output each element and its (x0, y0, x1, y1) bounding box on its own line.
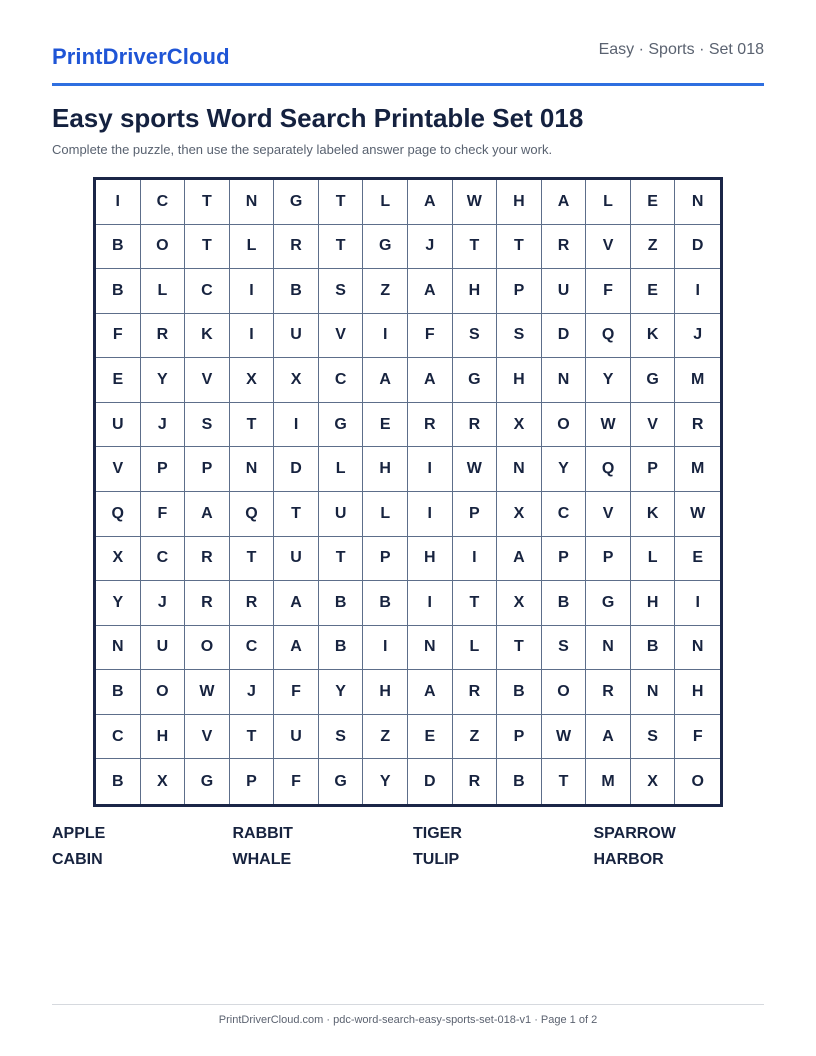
grid-cell: N (497, 447, 542, 492)
grid-cell: V (586, 225, 631, 270)
grid-cell: P (497, 269, 542, 314)
grid-cell: S (185, 403, 230, 448)
grid-cell: W (185, 670, 230, 715)
grid-cell: W (453, 447, 498, 492)
grid-cell: R (141, 314, 186, 359)
grid-cell: E (675, 537, 720, 582)
word-list-item: TULIP (413, 851, 460, 868)
grid-cell: D (408, 759, 453, 804)
grid-cell: E (631, 180, 676, 225)
grid-cell: B (497, 759, 542, 804)
grid-cell: L (363, 492, 408, 537)
grid-cell: U (274, 314, 319, 359)
grid-cell: S (497, 314, 542, 359)
grid-cell: O (141, 225, 186, 270)
header-divider (52, 83, 764, 86)
grid-cell: U (319, 492, 364, 537)
grid-cell: P (631, 447, 676, 492)
grid-cell: I (230, 269, 275, 314)
grid-cell: P (497, 715, 542, 760)
grid-cell: K (185, 314, 230, 359)
grid-cell: U (542, 269, 587, 314)
brand-logo: PrintDriverCloud (52, 44, 230, 69)
grid-cell: C (96, 715, 141, 760)
grid-cell: D (542, 314, 587, 359)
grid-cell: B (542, 581, 587, 626)
grid-cell: Y (542, 447, 587, 492)
grid-cell: P (185, 447, 230, 492)
grid-cell: R (453, 403, 498, 448)
grid-cell: S (453, 314, 498, 359)
grid-cell: S (319, 269, 364, 314)
grid-cell: T (230, 403, 275, 448)
grid-cell: C (319, 358, 364, 403)
grid-cell: L (141, 269, 186, 314)
grid-cell: N (408, 626, 453, 671)
grid-cell: E (96, 358, 141, 403)
grid-cell: V (96, 447, 141, 492)
grid-cell: N (542, 358, 587, 403)
grid-cell: U (141, 626, 186, 671)
grid-cell: F (141, 492, 186, 537)
grid-cell: V (319, 314, 364, 359)
word-search-grid (93, 177, 723, 807)
grid-cell: L (363, 180, 408, 225)
grid-cell: Y (96, 581, 141, 626)
grid-cell: G (363, 225, 408, 270)
grid-cell: B (319, 626, 364, 671)
grid-cell: T (185, 180, 230, 225)
grid-cell: K (631, 492, 676, 537)
grid-cell: E (408, 715, 453, 760)
grid-cell: W (453, 180, 498, 225)
grid-cell: X (274, 358, 319, 403)
grid-cell: C (141, 180, 186, 225)
grid-cell: T (230, 715, 275, 760)
grid-cell: T (497, 225, 542, 270)
word-list-item: WHALE (232, 851, 292, 868)
grid-cell: L (230, 225, 275, 270)
grid-cell: O (141, 670, 186, 715)
grid-cell: G (319, 403, 364, 448)
grid-cell: X (96, 537, 141, 582)
grid-cell: S (319, 715, 364, 760)
grid-cell: I (363, 314, 408, 359)
grid-cell: A (408, 670, 453, 715)
word-list-item: SPARROW (593, 825, 676, 842)
grid-cell: T (453, 581, 498, 626)
grid-cell: B (274, 269, 319, 314)
grid-cell: G (274, 180, 319, 225)
grid-cell: C (230, 626, 275, 671)
grid-cell: O (185, 626, 230, 671)
grid-cell: S (542, 626, 587, 671)
grid-cell: C (185, 269, 230, 314)
grid-cell: J (141, 581, 186, 626)
grid-cell: T (453, 225, 498, 270)
grid-cell: R (185, 581, 230, 626)
grid-cell: H (363, 670, 408, 715)
grid-cell: Q (96, 492, 141, 537)
grid-cell: J (141, 403, 186, 448)
grid-cell: R (675, 403, 720, 448)
grid-cell: L (586, 180, 631, 225)
grid-cell: Y (586, 358, 631, 403)
grid-cell: L (631, 537, 676, 582)
grid-cell: L (319, 447, 364, 492)
grid-cell: R (408, 403, 453, 448)
grid-cell: P (363, 537, 408, 582)
grid-cell: J (408, 225, 453, 270)
grid-cell: X (230, 358, 275, 403)
grid-cell: W (542, 715, 587, 760)
grid-cell: R (542, 225, 587, 270)
grid-cell: B (96, 670, 141, 715)
grid-cell: T (274, 492, 319, 537)
grid-cell: P (141, 447, 186, 492)
grid-cell: A (497, 537, 542, 582)
grid-cell: V (185, 358, 230, 403)
grid-cell: N (675, 626, 720, 671)
grid-cell: R (453, 670, 498, 715)
grid-cell: I (363, 626, 408, 671)
grid-cell: A (185, 492, 230, 537)
page-subtitle: Complete the puzzle, then use the separately labeled answer page to check your work. (52, 142, 553, 157)
grid-cell: B (631, 626, 676, 671)
grid-cell: Q (586, 447, 631, 492)
grid-cell: T (319, 225, 364, 270)
grid-cell: H (497, 180, 542, 225)
grid-cell: N (631, 670, 676, 715)
grid-cell: G (631, 358, 676, 403)
grid-cell: P (542, 537, 587, 582)
grid-cell: G (319, 759, 364, 804)
grid-cell: R (274, 225, 319, 270)
page-footer: PrintDriverCloud.com · pdc-word-search-easy-sports-set-018-v1 · Page 1 of 2 (218, 1014, 598, 1026)
grid-cell: H (363, 447, 408, 492)
grid-cell: G (185, 759, 230, 804)
grid-cell: I (408, 492, 453, 537)
grid-cell: N (675, 180, 720, 225)
grid-cell: U (274, 715, 319, 760)
grid-cell: T (230, 537, 275, 582)
grid-cell: F (586, 269, 631, 314)
grid-cell: A (408, 269, 453, 314)
grid-cell: A (542, 180, 587, 225)
grid-cell: I (274, 403, 319, 448)
grid-cell: O (542, 403, 587, 448)
grid-cell: I (408, 447, 453, 492)
grid-cell: O (542, 670, 587, 715)
grid-cell: F (96, 314, 141, 359)
grid-cell: B (96, 759, 141, 804)
grid-cell: T (319, 537, 364, 582)
grid-cell: L (453, 626, 498, 671)
grid-cell: D (274, 447, 319, 492)
grid-cell: F (675, 715, 720, 760)
grid-cell: R (230, 581, 275, 626)
word-list-item: CABIN (52, 851, 103, 868)
word-list-item: HARBOR (593, 851, 664, 868)
grid-cell: T (185, 225, 230, 270)
grid-cell: A (408, 358, 453, 403)
grid-cell: S (631, 715, 676, 760)
grid-cell: Y (141, 358, 186, 403)
grid-cell: X (141, 759, 186, 804)
grid-cell: R (586, 670, 631, 715)
grid-cell: Y (319, 670, 364, 715)
grid-cell: U (96, 403, 141, 448)
word-list-item: RABBIT (232, 825, 293, 842)
grid-cell: V (586, 492, 631, 537)
grid-cell: N (586, 626, 631, 671)
grid-cell: G (586, 581, 631, 626)
grid-cell: I (96, 180, 141, 225)
grid-cell: J (675, 314, 720, 359)
grid-cell: F (274, 759, 319, 804)
grid-cell: H (141, 715, 186, 760)
grid-cell: G (453, 358, 498, 403)
grid-cell: V (631, 403, 676, 448)
grid-cell: I (675, 269, 720, 314)
grid-cell: X (497, 403, 542, 448)
word-list (52, 825, 764, 870)
grid-cell: C (542, 492, 587, 537)
grid-cell: Z (363, 269, 408, 314)
grid-cell: M (586, 759, 631, 804)
grid-cell: E (363, 403, 408, 448)
grid-cell: O (691, 772, 704, 790)
grid-cell: D (675, 225, 720, 270)
grid-cell: E (631, 269, 676, 314)
grid-cell: X (631, 759, 676, 804)
grid-cell: Y (363, 759, 408, 804)
puzzle-meta: Easy · Sports · Set 018 (598, 41, 764, 58)
grid-cell: P (586, 537, 631, 582)
grid-cell: H (497, 358, 542, 403)
grid-cell: R (453, 759, 498, 804)
page-title: Easy sports Word Search Printable Set 018 (52, 103, 584, 133)
grid-cell: U (274, 537, 319, 582)
grid-cell: R (185, 537, 230, 582)
grid-cell: H (408, 537, 453, 582)
grid-cell: H (631, 581, 676, 626)
grid-cell: Z (453, 715, 498, 760)
grid-cell: X (497, 492, 542, 537)
grid-cell: P (230, 759, 275, 804)
grid-cell: B (497, 670, 542, 715)
footer-divider (52, 1004, 764, 1005)
grid-cell: A (274, 581, 319, 626)
grid-cell: B (96, 269, 141, 314)
grid-cell: T (497, 626, 542, 671)
grid-cell: F (408, 314, 453, 359)
grid-cell: N (230, 447, 275, 492)
grid-cell: A (586, 715, 631, 760)
grid-cell: P (453, 492, 498, 537)
grid-cell: J (230, 670, 275, 715)
grid-cell: T (542, 759, 587, 804)
grid-cell: W (586, 403, 631, 448)
grid-cell: W (675, 492, 720, 537)
word-list-item: APPLE (52, 825, 106, 842)
grid-cell: N (96, 626, 141, 671)
grid-cell: I (408, 581, 453, 626)
grid-cell: A (274, 626, 319, 671)
grid-cell: H (453, 269, 498, 314)
grid-cell: A (408, 180, 453, 225)
grid-cell: H (675, 670, 720, 715)
grid-cell: I (675, 581, 720, 626)
grid-cell: B (363, 581, 408, 626)
grid-cell: T (319, 180, 364, 225)
grid-cell: X (497, 581, 542, 626)
grid-cell: B (319, 581, 364, 626)
grid-cell: I (230, 314, 275, 359)
grid-cell: K (631, 314, 676, 359)
grid-cell: V (185, 715, 230, 760)
grid-cell: N (230, 180, 275, 225)
grid-cell: Z (631, 225, 676, 270)
grid-cell: M (675, 358, 720, 403)
grid-cell: Z (363, 715, 408, 760)
grid-cell: M (675, 447, 720, 492)
grid-cell: C (141, 537, 186, 582)
grid-cell: Q (586, 314, 631, 359)
grid-cell: Q (230, 492, 275, 537)
grid-cell: I (453, 537, 498, 582)
word-list-item: TIGER (413, 825, 462, 842)
grid-cell: F (274, 670, 319, 715)
grid-cell: A (363, 358, 408, 403)
grid-cell: B (96, 225, 141, 270)
